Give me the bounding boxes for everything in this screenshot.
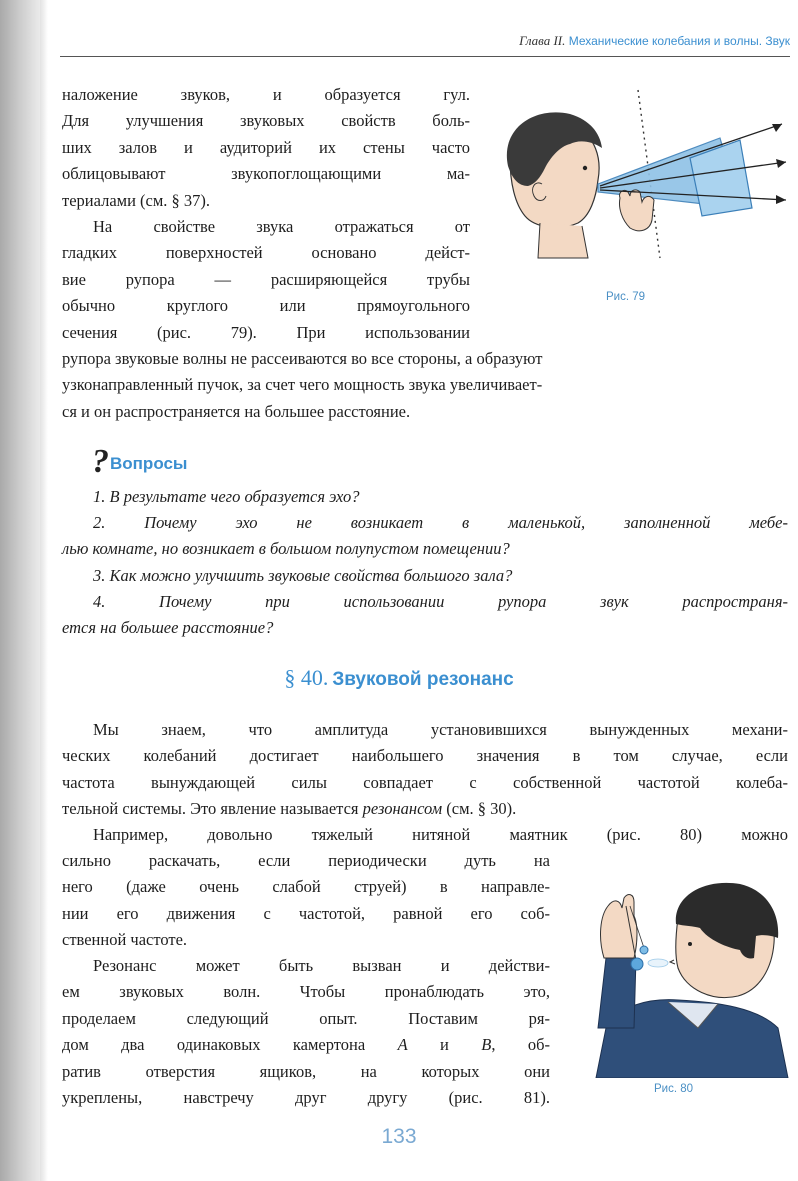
paragraph-5 [62,953,550,1111]
questions-heading [92,445,187,479]
tuning-fork-a-label: A [397,1035,408,1055]
text-line: частота вынуждающей силы совпадает с собственной частотой колеба- [62,772,788,792]
ray-arrowhead [776,159,786,168]
text-line: вие рупора — расширяющейся трубы [62,269,470,289]
ray-arrowhead [776,195,786,204]
text-line: Резонанс может быть вызван и действи- [93,956,550,975]
text-line: ческих колебаний достигает наибольшего значения в том случае, если [62,746,788,766]
figure-80-caption: Рис. 80 [654,1083,694,1095]
text-line: нии его движения с частотой, равной его соб- [62,903,550,923]
paragraph-1 [62,82,470,214]
text-line: Для улучшения звуковых свойств боль- [62,111,470,131]
ray-arrowhead [772,124,782,132]
question-mark-icon: ? [92,443,109,480]
boy-arm [598,958,636,1028]
page-number: 133 [381,1125,417,1148]
question-1 [62,484,788,510]
paragraph-4-narrow [62,848,550,954]
boy-hand [601,895,637,958]
question-line: 2. Почему эхо не возникает в маленькой, заполненной мебе- [93,513,788,532]
boy-eye [688,942,692,946]
figure-79-caption: Рис. 79 [606,291,646,303]
figure-79-megaphone [490,88,790,278]
pendulum-bob [631,958,643,970]
text-line: ственной частоте. [62,930,188,950]
paragraph-4 [62,822,788,848]
text-line: сечения (рис. 79). При использовании [62,322,470,342]
boy-lips [670,960,675,964]
text-line: облицовывают звукопоглощающими ма- [62,164,470,184]
question-2 [62,510,788,563]
paragraph-2-continued [62,346,788,425]
header-chapter: Глава II. [519,33,566,48]
text-line: ем звуковых волн. Чтобы пронаблюдать это, [62,982,550,1002]
running-header [360,33,790,49]
paragraph-2 [62,214,470,346]
text-fragment: тельной системы. Это явление называется [62,799,363,819]
text-line [62,1032,550,1058]
book-spine-shadow [0,0,40,1181]
text-line: ших залов и аудиторий их стены часто [62,137,470,157]
text-line: обычно круглого или прямоугольного [62,296,470,316]
question-3 [62,563,788,589]
boy-neck [538,223,588,258]
question-line: 1. В результате чего образуется эхо? [93,487,360,506]
text-line: проделаем следующий опыт. Поставим ря- [62,1008,550,1028]
question-line: ется на большее расстояние? [62,618,274,638]
question-line: 3. Как можно улучшить звуковые свойства большого зала? [93,566,513,585]
text-fragment: и [407,1035,482,1055]
book-spine-edge [40,0,48,1181]
section-number: § 40. [284,665,329,690]
text-line: На свойстве звука отражаться от [93,217,470,236]
question-line: лью комнате, но возникает в большом полупустом помещении? [62,539,510,559]
text-line: Мы знаем, что амплитуда установившихся вынужденных механи- [93,720,788,739]
text-line: наложение звуков, и образуется гул. [62,85,470,104]
tuning-fork-b-label: B [481,1035,492,1055]
text-line: него (даже очень слабой струей) в направле- [62,877,550,897]
term-resonance: резонансом [362,799,443,819]
text-line: сильно раскачать, если периодически дуть на [62,851,550,870]
question-line: 4. Почему при использовании рупора звук распространя- [93,592,788,611]
paragraph-3 [62,717,788,823]
section-name: Звуковой резонанс [332,669,514,690]
text-line: териалами (см. § 37). [62,190,211,210]
text-line: ратив отверстия ящиков, на которых они [62,1061,550,1081]
text-line: узконаправленный пучок, за счет чего мощность звука увеличивает- [62,375,543,395]
pendulum-bob [640,946,648,954]
text-line [62,796,788,822]
header-section: Механические колебания и волны. Звук [568,34,790,48]
text-line: ся и он распространяется на большее расстояние. [62,401,411,421]
boy-hand [619,190,654,231]
air-stream [648,959,668,967]
text-line: укреплены, навстречу друг другу (рис. 81). [62,1088,550,1108]
text-fragment: дом два одинаковых камертона [62,1035,398,1055]
text-line: рупора звуковые волны не рассеиваются во все стороны, а образуют [62,349,543,368]
questions-title: Вопросы [110,454,188,473]
question-4 [62,589,788,642]
boy-eye [583,166,587,170]
text-fragment: (см. § 30). [442,799,517,819]
text-line: гладких поверхностей основано дейст- [62,243,470,263]
header-rule [60,56,790,57]
text-line: Например, довольно тяжелый нитяной маятник (рис. 80) можно [93,825,788,844]
section-title [0,665,798,691]
text-fragment: , об- [491,1035,551,1055]
figure-80-pendulum [578,878,790,1078]
